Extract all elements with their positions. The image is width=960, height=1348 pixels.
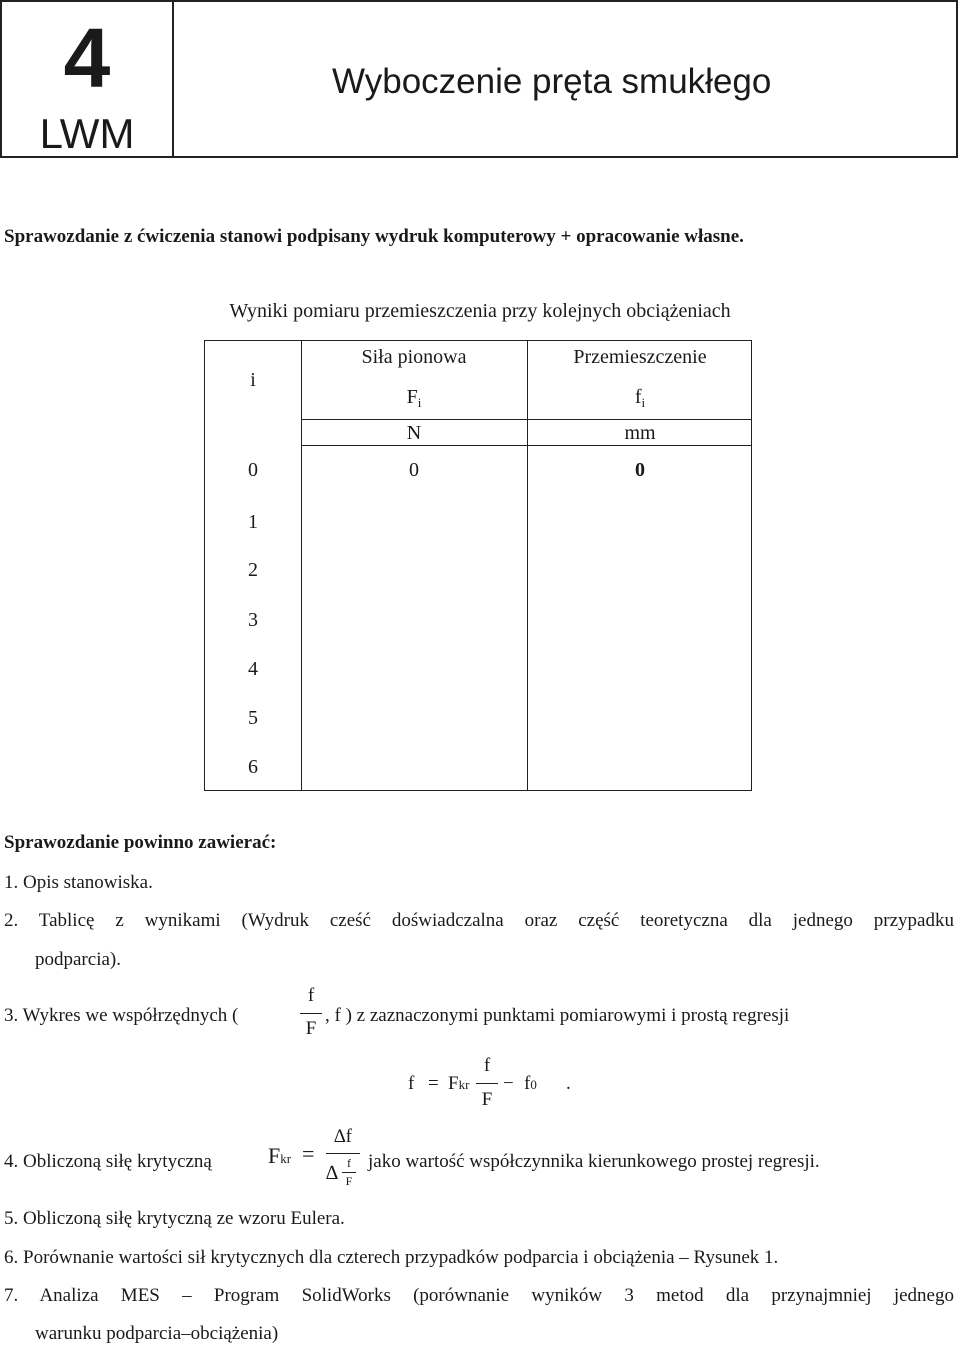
list-item-6: 6. Porównanie wartości sił krytycznych dla czterech przypadków podparcia i obciążenia – Rysunek 1.	[4, 1247, 779, 1268]
item4-delta: ∆	[325, 1162, 339, 1184]
fraction-denominator: F	[305, 1018, 317, 1039]
row-i: 1	[248, 511, 258, 533]
header-disp-unit: mm	[624, 422, 656, 444]
header-force-symbol: $F_i$	[406, 386, 422, 410]
report-heading: Sprawozdanie powinno zawierać:	[4, 832, 277, 853]
fraction-numerator: f	[307, 985, 315, 1006]
chapter-box	[0, 0, 174, 158]
item4-sub-denominator: F	[345, 1174, 353, 1188]
row-i: 2	[248, 559, 258, 581]
row-i: 6	[248, 756, 258, 778]
item4-F: Fkr	[268, 1143, 292, 1168]
list-item-5: 5. Obliczoną siłę krytyczną ze wzoru Eulera.	[4, 1208, 345, 1229]
header-force-label: Siła pionowa	[361, 346, 467, 368]
page-title: Wyboczenie pręta smukłego	[332, 62, 772, 101]
eq-minus: −	[503, 1073, 514, 1094]
list-item-4-suffix: jako wartość współczynnika kierunkowego prostej regresji.	[368, 1151, 820, 1172]
lab-code: LWM	[39, 110, 135, 157]
title-box	[172, 0, 958, 158]
row-disp: 0	[635, 459, 645, 481]
item4-fraction-bar	[326, 1153, 360, 1154]
row-i: 3	[248, 609, 258, 631]
list-item-2: 2. Tablicę z wynikami (Wydruk cześć doświadczalna oraz część teoretyczna dla jednego przypadku	[4, 910, 954, 931]
eq-lhs: f	[408, 1073, 415, 1094]
item4-numerator: ∆f	[334, 1126, 352, 1147]
eq-equals: =	[428, 1073, 439, 1094]
header-i: i	[250, 369, 256, 391]
eq-period: .	[566, 1073, 571, 1094]
item4-sub-numerator: f	[347, 1156, 351, 1170]
list-item-3-suffix: , f ) z zaznaczonymi punktami pomiarowymi i prostą regresji	[325, 1005, 790, 1026]
row-force: 0	[409, 459, 419, 481]
fraction-bar	[300, 1013, 322, 1014]
chapter-number: 4	[63, 11, 111, 105]
item4-sub-fraction-bar	[342, 1172, 356, 1173]
list-item-7: 7. Analiza MES – Program SolidWorks (porównanie wyników 3 metod dla przynajmniej jednego	[4, 1285, 954, 1306]
row-i: 0	[248, 459, 258, 481]
header-disp-label: Przemieszczenie	[573, 346, 707, 368]
row-i: 4	[248, 658, 258, 680]
list-item-1: 1. Opis stanowiska.	[4, 872, 153, 893]
list-item-7-cont: warunku podparcia–obciążenia)	[35, 1323, 279, 1344]
intro-text: Sprawozdanie z ćwiczenia stanowi podpisany wydruk komputerowy + opracowanie własne.	[4, 226, 744, 247]
table-divider	[301, 419, 751, 420]
list-item-4-prefix: 4. Obliczoną siłę krytyczną	[4, 1151, 212, 1172]
eq-F: Fkr	[448, 1073, 470, 1094]
table-caption: Wyniki pomiaru przemieszczenia przy kolejnych obciążeniach	[229, 300, 731, 322]
table-divider	[301, 445, 751, 446]
eq-f0: f0	[524, 1073, 537, 1094]
header-disp-symbol: $f_i$	[634, 386, 646, 410]
results-table	[204, 340, 752, 791]
eq-fraction-bar	[476, 1083, 498, 1084]
header-force-unit: N	[406, 422, 422, 444]
list-item-3-prefix: 3. Wykres we współrzędnych (	[4, 1005, 239, 1026]
item4-equals: =	[302, 1141, 315, 1166]
list-item-2-cont: podparcia).	[35, 949, 121, 970]
row-i: 5	[248, 707, 258, 729]
eq-numerator: f	[483, 1055, 491, 1076]
eq-denominator: F	[481, 1089, 493, 1110]
